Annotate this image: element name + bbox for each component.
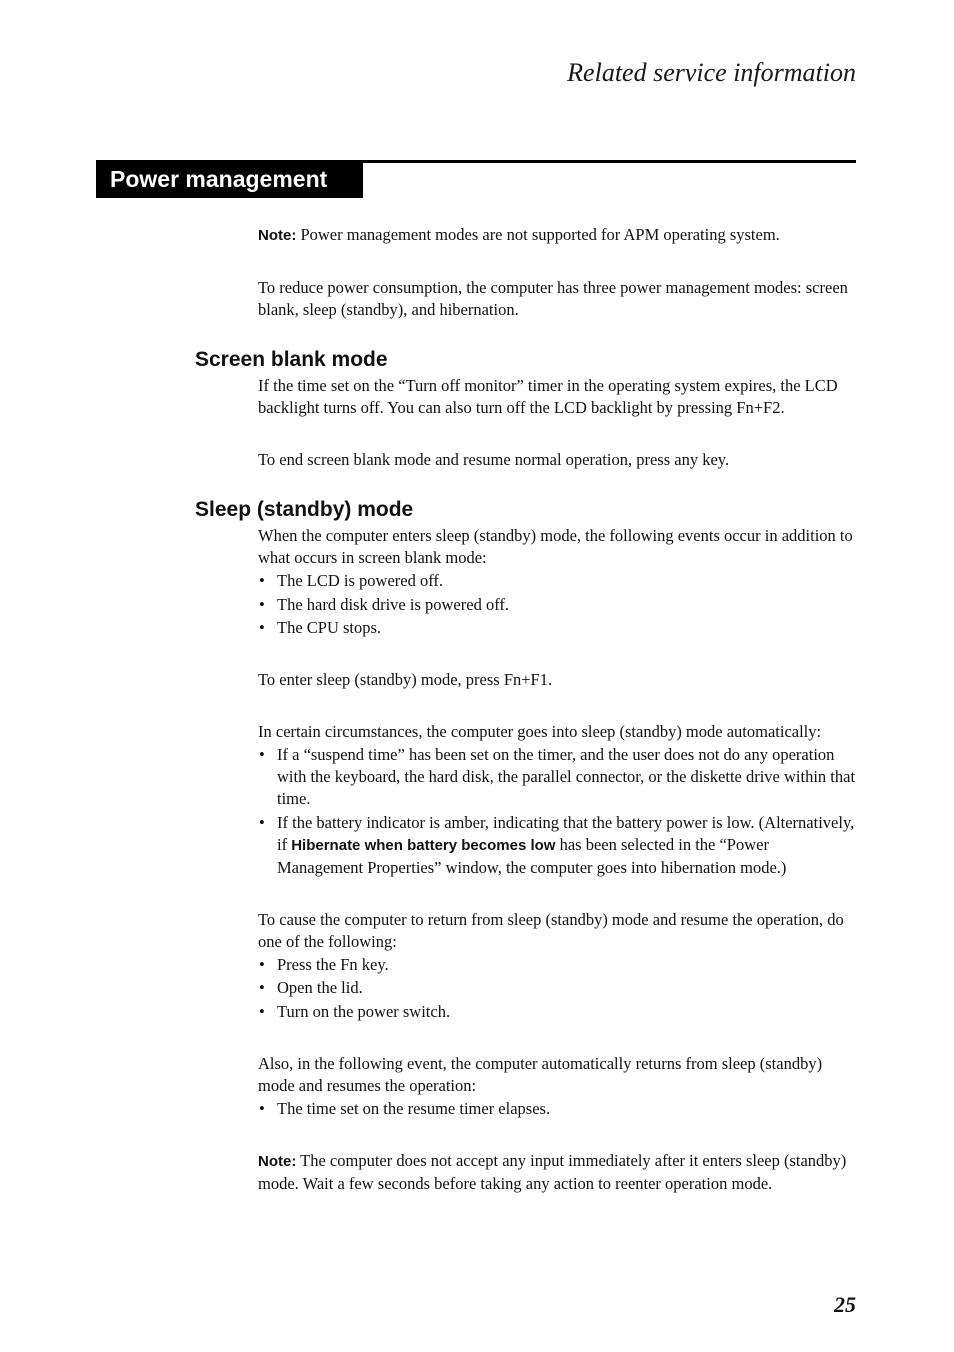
note-text: The computer does not accept any input immediately after it enters sleep (standby) mode. Wait a few seconds before taking any action to reenter operation mode. bbox=[258, 1150, 847, 1193]
sleep-enter-paragraph: To enter sleep (standby) mode, press Fn+F1. bbox=[258, 670, 553, 689]
screen-blank-heading: Screen blank mode bbox=[195, 348, 388, 371]
screen-blank-resume-paragraph: To end screen blank mode and resume normal operation, press any key. bbox=[258, 450, 730, 469]
list-item-text: The hard disk drive is powered off. bbox=[277, 594, 510, 614]
list-item-text: Open the lid. bbox=[277, 978, 363, 997]
list-item bbox=[258, 617, 858, 639]
note-text: Power management modes are not supported for APM operating system. bbox=[296, 225, 780, 244]
list-item-text: If the battery indicator is amber, indicating that the battery power is low. (Alternatively, if bbox=[277, 812, 855, 854]
bullet-icon: • bbox=[259, 1098, 265, 1118]
sleep-resume-list bbox=[258, 954, 858, 1023]
sleep-note bbox=[258, 1150, 858, 1195]
running-header: Related service information bbox=[567, 58, 856, 87]
bullet-icon: • bbox=[259, 618, 265, 637]
list-item bbox=[258, 954, 858, 976]
list-item bbox=[258, 570, 858, 592]
sleep-heading: Sleep (standby) mode bbox=[195, 498, 414, 521]
list-item-text: Press the Fn key. bbox=[277, 954, 389, 974]
list-item-text: The time set on the resume timer elapses. bbox=[277, 1098, 551, 1118]
bullet-icon: • bbox=[259, 594, 265, 614]
list-item bbox=[258, 812, 858, 879]
list-item bbox=[258, 1098, 858, 1120]
intro-paragraph: To reduce power consumption, the computer has three power management modes: screen blank, sleep (standby), and hibernation. bbox=[258, 278, 848, 319]
bullet-icon: • bbox=[259, 812, 265, 832]
list-item bbox=[258, 977, 858, 999]
note-label: Note: bbox=[258, 1152, 297, 1170]
section-title: Power management bbox=[96, 160, 363, 198]
list-item-text-tail: has been selected in the “Power Management Properties” window, the computer goes into hibernation mode.) bbox=[277, 834, 787, 877]
list-item bbox=[258, 1001, 858, 1023]
list-item-text: Turn on the power switch. bbox=[277, 1001, 451, 1021]
sleep-resume-paragraph: To cause the computer to return from sleep (standby) mode and resume the operation, do one of the following: bbox=[258, 909, 844, 951]
page-body bbox=[195, 224, 858, 1195]
sleep-intro-paragraph: When the computer enters sleep (standby) mode, the following events occur in addition to what occurs in screen blank mode: bbox=[258, 526, 853, 567]
sleep-also-list bbox=[258, 1098, 858, 1120]
list-item bbox=[258, 594, 858, 616]
note-label: Note: bbox=[258, 227, 297, 244]
bullet-icon: • bbox=[259, 745, 265, 764]
sleep-auto-paragraph: In certain circumstances, the computer goes into sleep (standby) mode automatically: bbox=[258, 722, 822, 741]
hibernate-option-label: Hibernate when battery becomes low bbox=[291, 836, 556, 854]
list-item-text: The CPU stops. bbox=[277, 618, 382, 637]
page-number: 25 bbox=[834, 1292, 856, 1317]
list-item-text: The LCD is powered off. bbox=[277, 571, 444, 590]
intro-note bbox=[258, 224, 858, 247]
bullet-icon: • bbox=[259, 954, 265, 974]
bullet-icon: • bbox=[259, 1001, 265, 1021]
bullet-icon: • bbox=[259, 978, 265, 997]
list-item bbox=[258, 744, 858, 810]
sleep-events-list bbox=[258, 570, 858, 639]
sleep-also-paragraph: Also, in the following event, the computer automatically returns from sleep (standby) mode and resumes the operation: bbox=[258, 1053, 823, 1095]
sleep-auto-list bbox=[258, 744, 858, 879]
list-item-text: If a “suspend time” has been set on the timer, and the user does not do any operation with the keyboard, the hard disk, the parallel connector, or the diskette drive within that time. bbox=[277, 745, 856, 808]
bullet-icon: • bbox=[259, 571, 265, 590]
screen-blank-paragraph: If the time set on the “Turn off monitor” timer in the operating system expires, the LCD backlight turns off. You can also turn off the LCD backlight by pressing Fn+F2. bbox=[258, 376, 838, 417]
